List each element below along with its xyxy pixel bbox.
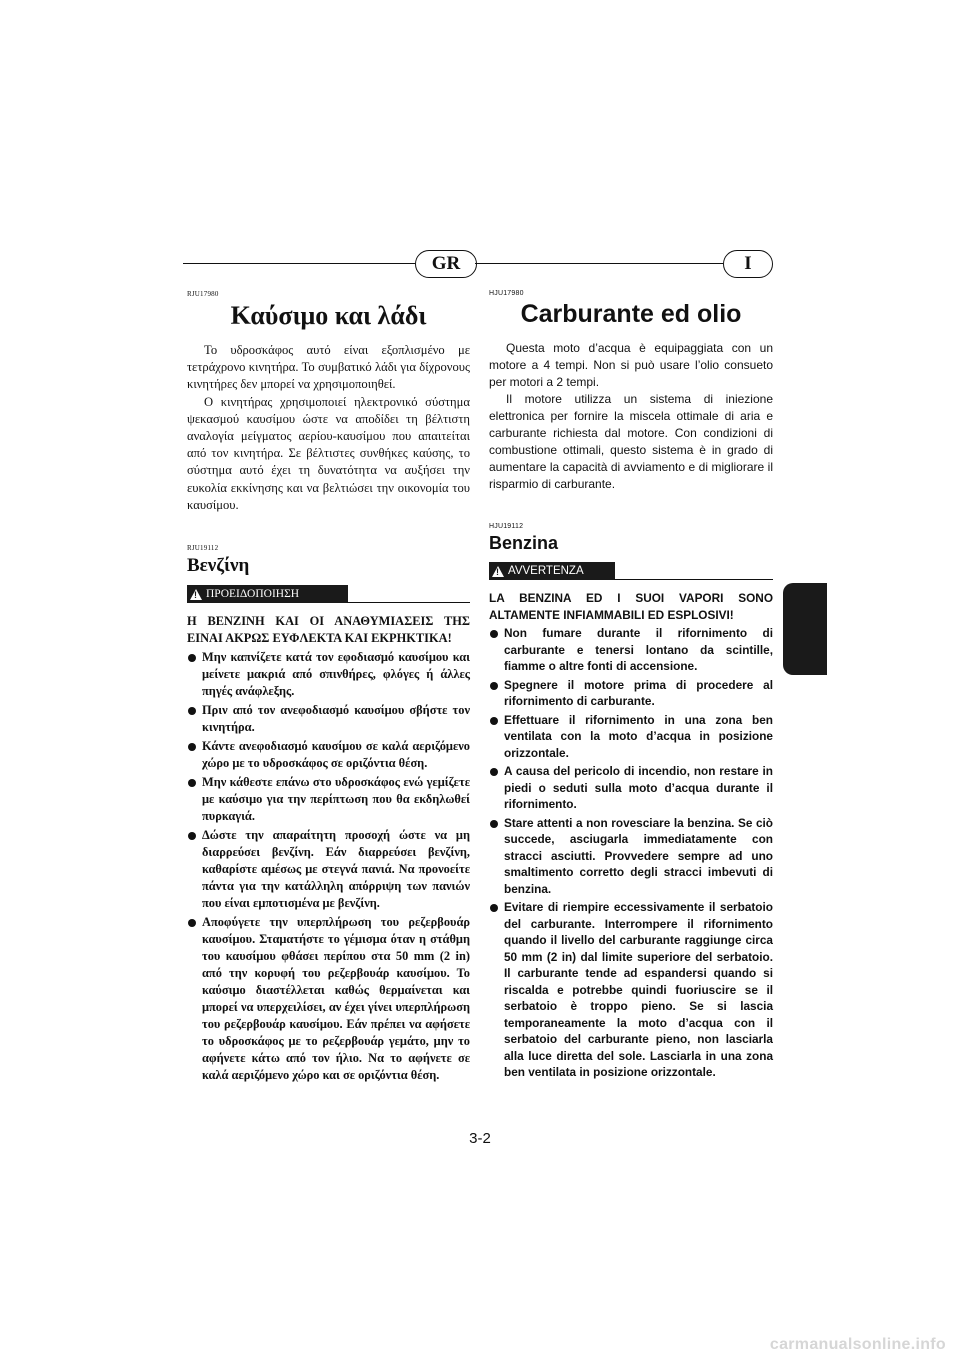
it-warning-label: AVVERTENZA	[508, 565, 584, 577]
gr-warning-lead: Η ΒΕΝΖΙΝΗ ΚΑΙ ΟΙ ΑΝΑΘΥΜΙΑΣΕΙΣ ΤΗΣ ΕΙΝΑΙ ΑΚΡΩΣ ΕΥΦΛΕΚΤΑ ΚΑΙ ΕΚΡΗΚΤΙΚΑ!	[187, 614, 470, 646]
it-warning-rule	[614, 579, 773, 580]
gr-section2-code: RJU19112	[187, 544, 219, 553]
it-warning-lead: LA BENZINA ED I SUOI VAPORI SONO ALTAMENTE INFIAMMABILI ED ESPLOSIVI!	[489, 591, 773, 622]
list-item: Μην κάθεστε επάνω στο υδροσκάφος ενώ γεμίζετε με καύσιμο για την περίπτωση που θα εκδηλωθεί πυρκαγιά.	[187, 774, 470, 825]
bullet-icon	[188, 743, 196, 751]
list-item: Spegnere il motore prima di procedere al rifornimento di carburante.	[489, 677, 773, 710]
list-item: Stare attenti a non rovesciare la benzina. Se ciò succede, asciugarla immediatamente con stracci asciutti. Provvedere sempre ad uno smaltimento corretto degli stracci imbevuti di benzina.	[489, 815, 773, 898]
language-header	[183, 250, 773, 280]
italian-column	[489, 290, 773, 1083]
it-section1-code: HJU17980	[489, 290, 524, 297]
list-item: Non fumare durante il rifornimento di carburante e tenersi lontano da scintille, fiamme o altre fonti di accensione.	[489, 625, 773, 675]
gr-section2-title: Βενζίνη	[187, 555, 250, 577]
it-warning-list	[489, 625, 773, 1081]
bullet-icon	[188, 654, 196, 662]
list-item: Αποφύγετε την υπερπλήρωση του ρεζερβουάρ καυσίμου. Σταματήστε το γέμισμα όταν η στάθμη του καυσίμου φθάσει περίπου στα 50 mm (2 in) από την κορυφή του ρεζερβουάρ καυσίμου. Το καύσιμο διαστέλλεται καθώς θερμαίνεται και μπορεί να υπερχειλίσει, αν έχει γίνει υπερπλήρωση του ρεζερβουάρ καυσίμου. Εάν πρέπει να αφήσετε το υδροσκάφος με το ρεζερβουάρ γεμάτο, μην το αφήνετε κάτω από τον ήλιο. Να το αφήνετε σε καλά αεριζόμενο χώρο και σε οριζόντια θέση.	[187, 914, 470, 1084]
gr-section1-title: Καύσιμο και λάδι	[230, 301, 427, 330]
it-warning-badge	[489, 562, 615, 580]
warning-triangle-icon	[190, 589, 202, 600]
lang-badge-it: I	[723, 250, 773, 278]
list-item: A causa del pericolo di incendio, non restare in piedi o seduti sulla moto d’acqua durante il rifornimento.	[489, 763, 773, 813]
gr-section1-para2: Ο κινητήρας χρησιμοποιεί ηλεκτρονικό σύστημα ψεκασμού καυσίμου ώστε να αποδίδει τη βέλτιστη αναλογία μείγματος αερίου-καυσίμου που απαιτείται από τον κινητήρα. Σε βέλτιστες συνθήκες καύσης, το σύστημα αυτό έχει τη δυνατότητα να αυξήσει την ευκολία εκκίνησης και να βελτιώσει την οικονομία του καυσίμου.	[187, 394, 470, 512]
page-number: 3-2	[469, 1130, 491, 1147]
it-section1-para2: Il motore utilizza un sistema di iniezione elettronica per fornire la miscela ottimale di aria e carburante richiesta dal motore. Con condizioni di combustione ottimali, questo sistema è in grado di aumentare la capacità di avviamento e di migliorare il risparmio di carburante.	[489, 392, 773, 491]
gr-warning-rule	[347, 602, 470, 603]
gr-warning-header	[187, 585, 470, 607]
it-section1-title: Carburante ed olio	[520, 300, 742, 328]
list-item: Evitare di riempire eccessivamente il serbatoio del carburante. Interrompere il rifornimento quando il livello del carburante raggiunge circa 50 mm (2 in) dal limite superiore del serbatoio. Il carburante tende ad espandersi quando si riscalda e potrebbe quindi fuoriuscire se il serbatoio è troppo pieno. Se si lascia temporaneamente la moto d’acqua con il serbatoio del carburante pieno, non lasciarla alla luce diretta del sole. Lasciarla in una zona ben ventilata in posizione orizzontale.	[489, 899, 773, 1081]
list-item: Μην καπνίζετε κατά τον εφοδιασμό καυσίμου και μείνετε μακριά από σπινθήρες, φλόγες ή άλλες πηγές ανάφλεξης.	[187, 649, 470, 700]
bullet-icon	[188, 779, 196, 787]
greek-column	[187, 290, 470, 1086]
gr-warning-label: ΠΡΟΕΙΔΟΠΟΙΗΣΗ	[206, 588, 300, 601]
bullet-icon	[188, 919, 196, 927]
bullet-icon	[490, 682, 498, 690]
bullet-icon	[490, 717, 498, 725]
bullet-icon	[188, 832, 196, 840]
gr-warning-badge	[187, 585, 348, 603]
watermark: carmanualsonline.info	[769, 1336, 946, 1353]
gr-section1-code: RJU17980	[187, 290, 219, 298]
list-item: Δώστε την απαραίτητη προσοχή ώστε να μη διαρρεύσει βενζίνη. Εάν διαρρεύσει βενζίνη, καθαρίστε αμέσως με στεγνά πανιά. Να προνοείτε πάντα για την κατάλληλη απόρριψη των πανιών που είναι εμποτισμένα με βενζίνη.	[187, 827, 470, 912]
warning-triangle-icon	[492, 566, 504, 577]
bullet-icon	[490, 820, 498, 828]
gr-warning-list	[187, 649, 470, 1084]
list-item: Πριν από τον ανεφοδιασμό καυσίμου σβήστε τον κινητήρα.	[187, 702, 470, 736]
it-section2-code: HJU19112	[489, 523, 524, 530]
chapter-side-tab	[783, 583, 827, 675]
bullet-icon	[490, 630, 498, 638]
list-item: Effettuare il rifornimento in una zona ben ventilata con la moto d’acqua in posizione orizzontale.	[489, 712, 773, 762]
it-section2-title: Benzina	[489, 533, 559, 553]
bullet-icon	[490, 768, 498, 776]
gr-section1-para1: Το υδροσκάφος αυτό είναι εξοπλισμένο με τετράχρονο κινητήρα. Το συμβατικό λάδι για δίχρονους κινητήρες δεν μπορεί να χρησιμοποιηθεί.	[187, 343, 470, 392]
it-warning-header	[489, 562, 773, 584]
bullet-icon	[490, 904, 498, 912]
header-rule-left	[183, 263, 415, 264]
list-item: Κάντε ανεφοδιασμό καυσίμου σε καλά αεριζόμενο χώρο με το υδροσκάφος σε οριζόντια θέση.	[187, 738, 470, 772]
header-rule-middle	[475, 263, 723, 264]
lang-badge-gr: GR	[415, 250, 477, 278]
it-section1-para1: Questa moto d’acqua è equipaggiata con un motore a 4 tempi. Non si può usare l’olio consueto per motori a 2 tempi.	[489, 341, 773, 389]
bullet-icon	[188, 707, 196, 715]
